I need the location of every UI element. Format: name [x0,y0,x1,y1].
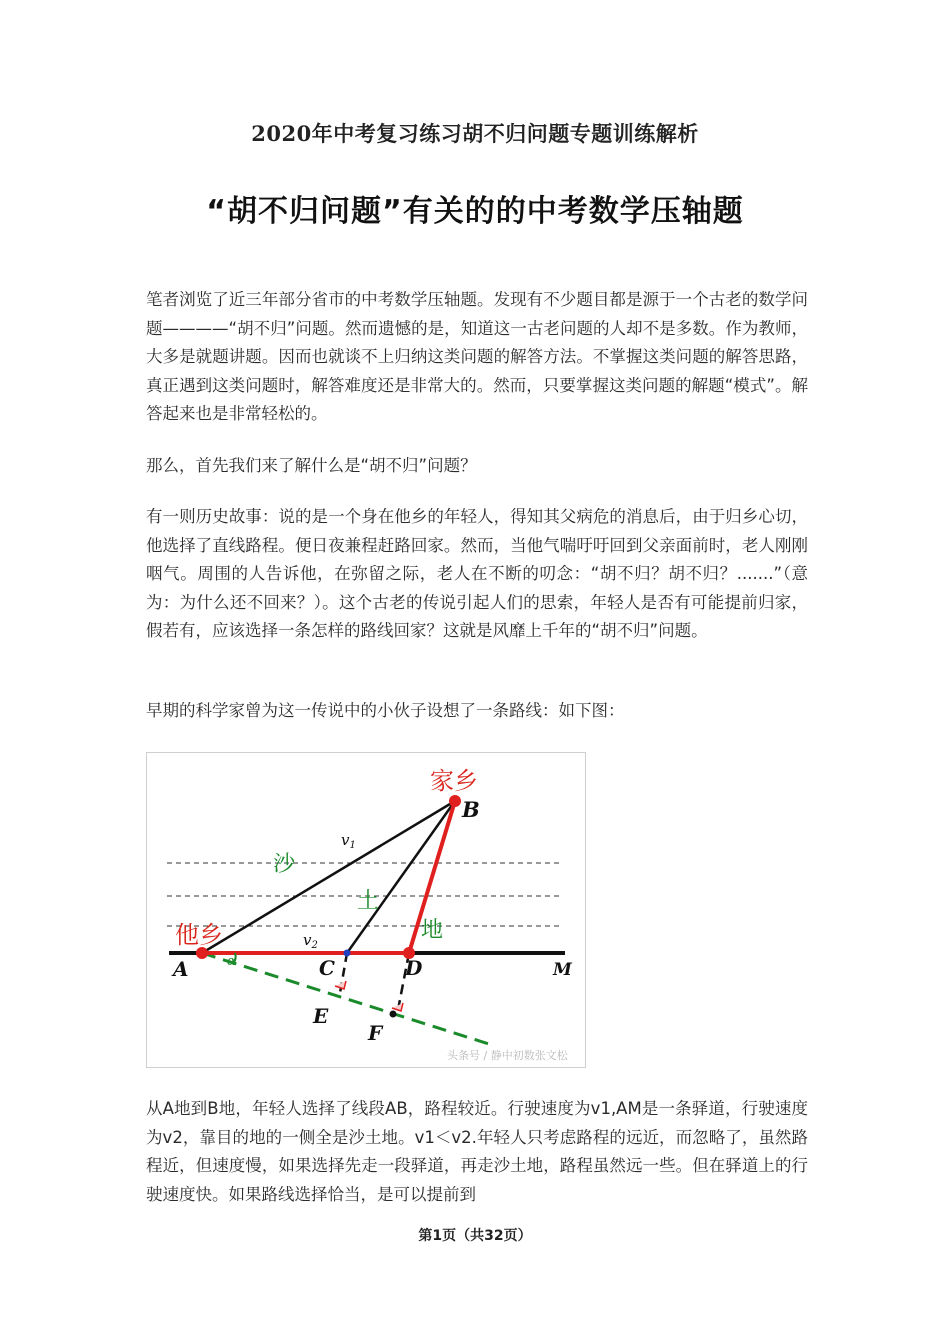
point-c-dot [344,950,351,957]
sand-label: 沙 [273,852,296,877]
point-b-label: B [462,797,480,822]
home-label: 家乡 [430,767,478,795]
point-f-dot [390,1011,397,1018]
right-angle-f-marker [392,1003,403,1011]
paragraph-figure-intro: 早期的科学家曾为这一传说中的小伙子设想了一条路线：如下图： [146,701,625,720]
paragraph-story: 有一则历史故事：说的是一个身在他乡的年轻人，得知其父病危的消息后，由于归乡心切，他选择了直线路程。便日夜兼程赶路回家。然而，当他气喘吁吁回到父亲面前时，老人刚刚咽气。周围的人告诉他，在弥留之际，老人在不断的叨念：“胡不归？胡不归？.......”（意为：为什么还不回来？）。这个古老的传说引起人们的思索，年轻人是否有可能提前归家，假若有，应该选择一条怎样的路线回家？这就是风靡上千年的“胡不归”问题。 [146,507,808,640]
point-a-label: A [173,957,189,981]
article-headline: “胡不归问题”有关的的中考数学压轴题 [206,194,744,229]
page-footer: 第1页（共32页） [418,1228,532,1244]
point-m-label: M [553,960,572,980]
route-diagram-svg [147,753,585,1067]
auxiliary-line [202,953,492,1045]
v1-label: $v_1$ [341,831,356,851]
point-b-dot [449,795,461,807]
document-title: 2020年中考复习练习胡不归问题专题训练解析 [251,121,699,146]
point-d-label: D [405,956,423,980]
point-c-label: C [319,956,335,980]
paragraph-intro: 笔者浏览了近三年部分省市的中考数学压轴题。发现有不少题目都是源于一个古老的数学问题————“胡不归”问题。然而遗憾的是，知道这一古老问题的人却不是多数。作为教师，大多是就题讲题。因而也就谈不上归纳这类问题的解答方法。不掌握这类问题的解答思路，真正遇到这类问题时，解答难度还是非常大的。然而，只要掌握这类问题的解题“模式”。解答起来也是非常轻松的。 [146,290,808,423]
point-f-label: F [368,1021,383,1045]
away-label: 他乡 [175,921,223,949]
paragraph-question: 那么，首先我们来了解什么是“胡不归”问题？ [146,456,477,475]
point-e-label: E [313,1004,329,1028]
paragraph-explanation: 从A地到B地，年轻人选择了线段AB，路程较近。行驶速度为v1,AM是一条驿道，行驶速度为v2，靠目的地的一侧全是沙土地。v1＜v2.年轻人只考虑路程的远近，而忽略了，虽然路程近，但速度慢，如果选择先走一段驿道，再走沙土地，路程虽然远一些。但在驿道上的行驶速度快。如果路线选择恰当，是可以提前到 [146,1099,808,1204]
ground-label: 地 [421,918,444,943]
right-angle-e-marker [335,981,346,989]
route-diagram [146,752,586,1068]
watermark-text: 头条号 / 静中初数张文松 [447,1049,568,1062]
angle-label: α [227,954,236,969]
v2-label: $v_2$ [303,931,318,951]
soil-label: 土 [357,889,380,914]
